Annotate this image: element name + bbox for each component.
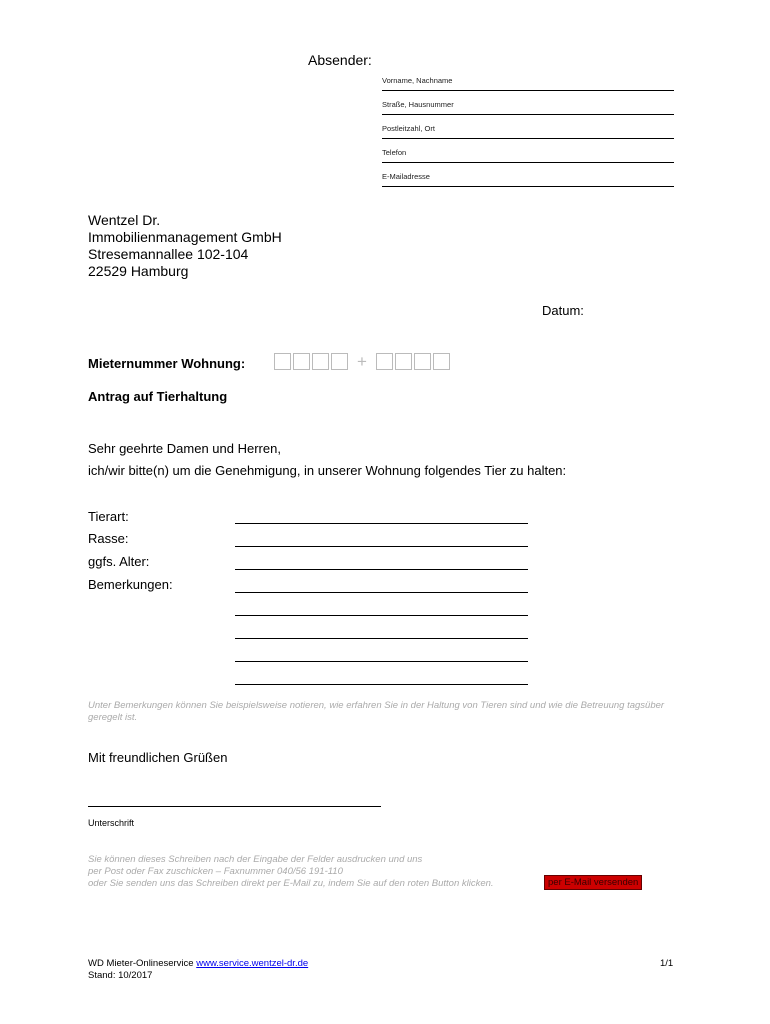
digit-box[interactable]: [376, 353, 393, 370]
signature-field[interactable]: [88, 806, 381, 807]
digit-box[interactable]: [312, 353, 329, 370]
service-link[interactable]: www.service.wentzel-dr.de: [196, 958, 309, 969]
recipient-line-2: Immobilienmanagement GmbH: [88, 229, 282, 245]
bemerkungen-field[interactable]: [235, 615, 528, 616]
rasse-label: Rasse:: [88, 531, 129, 546]
bemerkungen-field[interactable]: [235, 684, 528, 685]
mieternummer-label: Mieternummer Wohnung:: [88, 356, 246, 371]
sender-phone-label: Telefon: [382, 148, 407, 157]
tierart-label: Tierart:: [88, 509, 129, 524]
sender-postal-label: Postleitzahl, Ort: [382, 124, 435, 133]
note-line-3: oder Sie senden uns das Schreiben direkt per E-Mail zu, indem Sie auf den roten Button klicken.: [88, 878, 494, 889]
closing: Mit freundlichen Grüßen: [88, 750, 228, 765]
digit-box[interactable]: [414, 353, 431, 370]
rasse-field[interactable]: [235, 546, 528, 547]
sender-email-label: E-Mailadresse: [382, 172, 430, 181]
sender-name-field[interactable]: [382, 68, 674, 91]
sender-postal-field[interactable]: [382, 116, 674, 139]
note-line-1: Sie können dieses Schreiben nach der Eingabe der Felder ausdrucken und uns: [88, 854, 423, 865]
mieternummer-input: [274, 353, 450, 370]
greeting: [88, 438, 566, 482]
signature-label: Unterschrift: [88, 818, 135, 828]
bemerkungen-field[interactable]: [235, 661, 528, 662]
submission-note: [88, 854, 548, 890]
sender-street-label: Straße, Hausnummer: [382, 100, 454, 109]
subject-heading: Antrag auf Tierhaltung: [88, 389, 228, 404]
alter-label: ggfs. Alter:: [88, 554, 150, 569]
footer-service-label: WD Mieter-Onlineservice: [88, 958, 194, 969]
note-line-2: per Post oder Fax zuschicken – Faxnummer 040/56 191-110: [88, 866, 343, 877]
digit-box[interactable]: [395, 353, 412, 370]
sender-street-field[interactable]: [382, 92, 674, 115]
digit-box[interactable]: [331, 353, 348, 370]
mieternummer-separator: +: [357, 352, 367, 371]
send-email-button[interactable]: per E-Mail versenden: [544, 875, 642, 890]
datum-label: Datum:: [542, 303, 584, 318]
sender-email-field[interactable]: [382, 164, 674, 187]
recipient-line-3: Stresemannallee 102-104: [88, 246, 249, 262]
bemerkungen-label: Bemerkungen:: [88, 577, 173, 592]
bemerkungen-field[interactable]: [235, 638, 528, 639]
bemerkungen-field[interactable]: [235, 592, 528, 593]
tierart-field[interactable]: [235, 523, 528, 524]
recipient-line-4: 22529 Hamburg: [88, 263, 189, 279]
digit-box[interactable]: [274, 353, 291, 370]
bemerkungen-hint: Unter Bemerkungen können Sie beispielsweise notieren, wie erfahren Sie in der Haltung von Tieren sind und wie die Betreuung tagsüber geregelt ist.: [88, 700, 665, 723]
recipient-address: [88, 212, 282, 280]
salutation: Sehr geehrte Damen und Herren,: [88, 441, 281, 456]
footer-stand: Stand: 10/2017: [88, 970, 153, 981]
alter-field[interactable]: [235, 569, 528, 570]
sender-name-label: Vorname, Nachname: [382, 76, 453, 85]
sender-phone-field[interactable]: [382, 140, 674, 163]
digit-box[interactable]: [293, 353, 310, 370]
page-number: 1/1: [660, 958, 674, 969]
digit-box[interactable]: [433, 353, 450, 370]
footer: [88, 958, 308, 982]
recipient-line-1: Wentzel Dr.: [88, 212, 161, 228]
intro-text: ich/wir bitte(n) um die Genehmigung, in unserer Wohnung folgendes Tier zu halten:: [88, 463, 567, 478]
sender-label: Absender:: [308, 52, 372, 68]
